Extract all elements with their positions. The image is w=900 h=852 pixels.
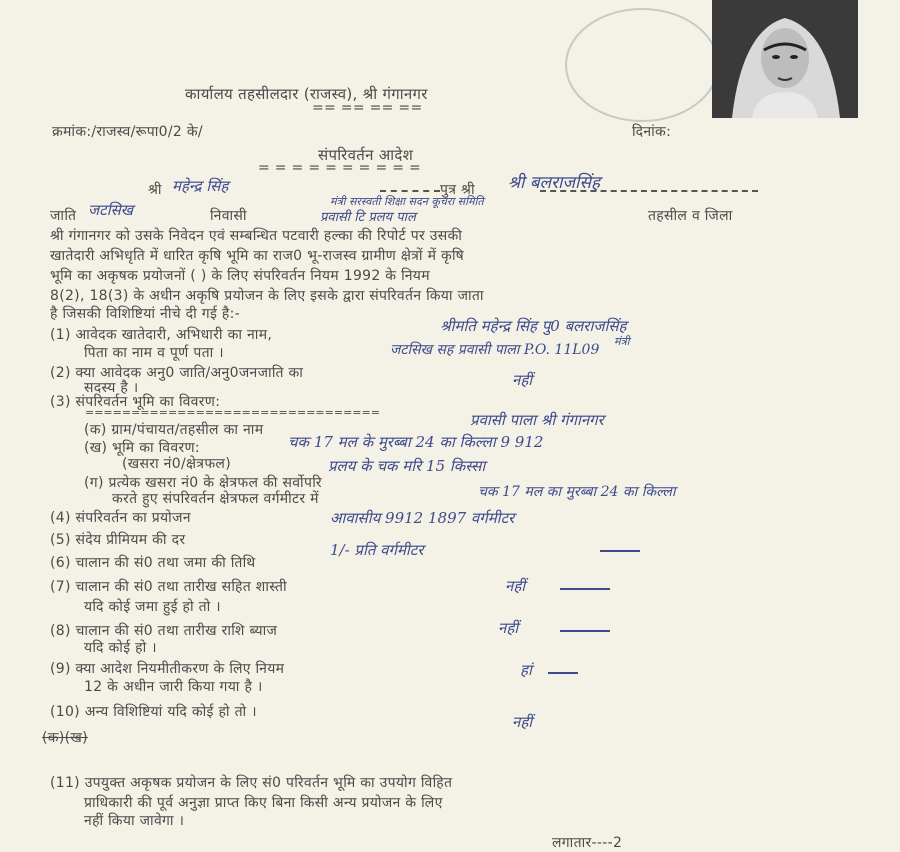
resident-handwritten-2: प्रवासी टि प्रलय पाल [320,210,416,225]
item-3-ga-handwritten: चक 17 मल का मुरब्बा 24 का किल्ला [478,484,676,500]
item-10-handwritten: नहीं [512,713,533,731]
handwritten-dash [548,672,578,674]
order-title: संपरिवर्तन आदेश [318,146,414,164]
item-9-line-b: 12 के अधीन जारी किया गया है । [84,679,263,695]
item-1-handwritten-secretary: मंत्री [614,335,630,348]
item-9-handwritten: हां [520,661,532,679]
item-3-kha-sub: (खसरा नं0/क्षेत्रफल) [122,456,231,472]
blank-line [540,190,758,192]
item-4: (4) संपरिवर्तन का प्रयोजन [50,510,191,526]
item-1-line-a: (1) आवेदक खातेदारी, अभिधारी का नाम, [50,327,273,343]
applicant-name-handwritten: महेन्द्र सिंह [172,177,229,195]
intro-line-6: है जिसकी विशिष्टियां नीचे दी गई है:- [50,306,240,322]
office-heading: कार्यालय तहसीलदार (राजस्व), श्री गंगानगर [185,85,428,103]
item-6: (6) चालान की सं0 तथा जमा की तिथि [50,555,256,571]
shri-label: श्री [148,182,162,198]
item-3-ga-line-a: (ग) प्रत्येक खसरा नं0 के क्षेत्रफल की सर्वोपरि [84,475,322,491]
item-2-handwritten: नहीं [512,371,533,389]
applicant-photo [712,0,858,118]
resident-handwritten-1: मंत्री सरस्वती शिक्षा सदन कूचरा समिति [330,195,484,208]
item-3-kha: (ख) भूमि का विवरण: [84,440,200,456]
item-5: (5) संदेय प्रीमियम की दर [50,532,186,548]
item-8-handwritten: नहीं [498,619,519,637]
item-11-line-a: (11) उपयुक्त अकृषक प्रयोजन के लिए सं0 परिवर्तन भूमि का उपयोग विहित [50,775,453,791]
handwritten-dash [600,550,640,552]
continued-page-marker: लगातार----2 [552,835,623,851]
item-2-line-a: (2) क्या आवेदक अनु0 जाति/अनु0जनजाति का [50,365,304,381]
item-9-line-a: (9) क्या आदेश नियमीतीकरण के लिए नियम [50,661,285,677]
handwritten-dash [560,588,610,590]
item-1-handwritten-2: जटसिख सह प्रवासी पाला P.O. 11L09 [390,342,600,358]
item-5-handwritten: 1/- प्रति वर्गमीटर [330,541,424,559]
item-3-ka: (क) ग्राम/पंचायत/तहसील का नाम [84,422,264,438]
order-title-underline: = = = = = = = = = = [258,160,422,176]
item-4-handwritten: आवासीय 9912 1897 वर्गमीटर [330,509,515,527]
item-3-kha-handwritten-2: प्रलय के चक मरि 15 किस्सा [328,457,486,475]
item-3-ka-handwritten: प्रवासी पाला श्री गंगानगर [470,411,604,429]
blank-line [380,190,440,192]
item-1-line-b: पिता का नाम व पूर्ण पता । [84,345,224,361]
intro-line-4: भूमि का अकृषक प्रयोजनों ( ) के लिए संपरिवर्तन नियम 1992 के नियम [50,268,430,284]
caste-label: जाति [50,208,77,224]
tehsil-label: तहसील व जिला [648,208,733,224]
intro-line-2: श्री गंगानगर को उसके निवेदन एवं सम्बन्धित पटवारी हल्का की रिपोर्ट पर उसकी [50,228,463,244]
intro-line-5: 8(2), 18(3) के अधीन अकृषि प्रयोजन के लिए इसके द्वारा संपरिवर्तन किया जाता [50,288,484,304]
item-8-line-b: यदि कोई हो । [84,640,157,656]
item-7-line-b: यदि कोई जमा हुई हो तो । [84,599,221,615]
father-name-handwritten: श्री बलराजसिंह [508,173,600,193]
son-of-label: पुत्र श्री [440,182,475,198]
item-7-line-a: (7) चालान की सं0 तथा तारीख सहित शास्ती [50,579,287,595]
heading-underline: == == == == [312,100,423,116]
item-7-handwritten: नहीं [505,577,526,595]
office-seal-stamp [565,8,719,122]
caste-handwritten: जटसिख [88,201,133,219]
resident-label: निवासी [210,208,247,224]
item-1-handwritten-1: श्रीमति महेन्द्र सिंह पु0 बलराजसिंह [440,317,627,335]
item-3-ga-line-b: करते हुए संपरिवर्तन क्षेत्रफल वर्गमीटर में [112,491,319,507]
item-3-underline: ================================ [85,406,380,419]
item-10: (10) अन्य विशिष्टियां यदि कोई हो तो । [50,704,257,720]
item-2-line-b: सदस्य है । [84,380,139,396]
item-11-line-c: नहीं किया जावेगा । [84,813,185,829]
item-11-line-b: प्राधिकारी की पूर्व अनुज्ञा प्राप्त किए बिना किसी अन्य प्रयोजन के लिए [84,795,443,811]
item-3-heading: (3) संपरिवर्तन भूमि का विवरण: [50,394,221,410]
intro-line-3: खातेदारी अभिधृति में धारित कृषि भूमि का राज0 भू-राजस्व ग्रामीण क्षेत्रों में कृषि [50,248,465,264]
reference-number: क्रमांक:/राजस्व/रूपा0/2 के/ [52,124,203,140]
item-8-line-a: (8) चालान की सं0 तथा तारीख राशि ब्याज [50,623,278,639]
handwritten-dash [560,630,610,632]
struck-through-text: (क)(ख) [42,730,88,746]
date-label: दिनांक: [632,124,672,140]
item-3-kha-handwritten-1: चक 17 मल के मुरब्बा 24 का किल्ला 9 912 [288,433,544,451]
